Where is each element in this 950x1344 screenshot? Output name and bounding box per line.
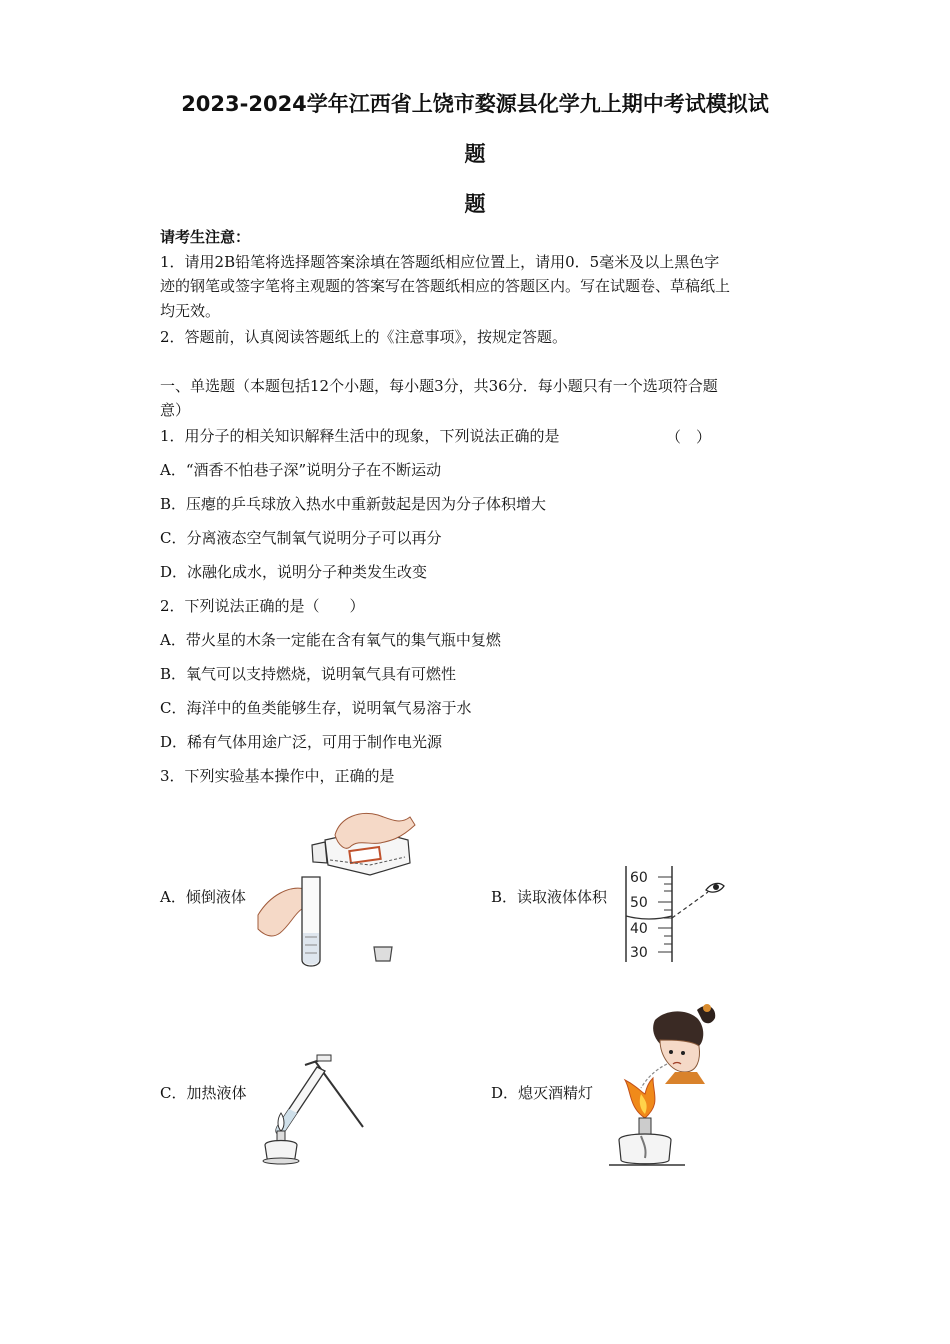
- notice-item2: 2．答题前，认真阅读答题纸上的《注意事项》，按规定答题。: [160, 328, 568, 346]
- cylinder-label-30: 30: [630, 945, 648, 961]
- cylinder-label-60: 60: [630, 870, 648, 886]
- q3-option-a: A．倾倒液体: [160, 888, 246, 906]
- pouring-liquid-figure: [250, 805, 420, 970]
- bottle-stopper-icon: [374, 947, 392, 961]
- q3-option-c: C．加热液体: [160, 1084, 247, 1102]
- exam-title-line3: 题: [464, 192, 486, 216]
- q2-option-d: D．稀有气体用途广泛，可用于制作电光源: [160, 733, 443, 751]
- section-heading-line1: 一、单选题（本题包括12个小题，每小题3分，共36分．每小题只有一个选项符合题: [160, 377, 718, 395]
- section-heading-line2: 意）: [160, 401, 191, 419]
- heating-liquid-figure: [255, 1053, 370, 1168]
- question-2-stem: 2．下列说法正确的是（ ）: [160, 597, 365, 615]
- cylinder-label-50: 50: [630, 895, 648, 911]
- exam-title-line2: 题: [464, 142, 486, 166]
- extinguish-lamp-figure: [605, 1000, 725, 1170]
- test-tube-icon: [302, 877, 320, 966]
- flame-icon: [625, 1078, 655, 1118]
- q3-option-b: B．读取液体体积: [491, 888, 608, 906]
- q2-option-c: C．海洋中的鱼类能够生存，说明氧气易溶于水: [160, 699, 472, 717]
- q1-option-a: A．“酒香不怕巷子深”说明分子在不断运动: [160, 461, 442, 479]
- exam-title-line1: 2023-2024学年江西省上饶市婺源县化学九上期中考试模拟试: [181, 92, 769, 116]
- alcohol-lamp-icon: [609, 1118, 685, 1165]
- notice-item1-line3: 均无效。: [160, 302, 221, 320]
- graduated-cylinder-figure: [620, 862, 730, 967]
- alcohol-lamp-icon: [263, 1113, 299, 1164]
- notice-heading: 请考生注意：: [160, 228, 251, 246]
- q2-option-a: A．带火星的木条一定能在含有氧气的集气瓶中复燃: [160, 631, 501, 649]
- question-1-blank: （ ）: [666, 428, 712, 446]
- q2-option-b: B．氧气可以支持燃烧，说明氧气具有可燃性: [160, 665, 457, 683]
- q1-option-c: C．分离液态空气制氧气说明分子可以再分: [160, 529, 442, 547]
- q3-option-d: D．熄灭酒精灯: [491, 1084, 594, 1102]
- question-1-stem: 1．用分子的相关知识解释生活中的现象，下列说法正确的是: [160, 427, 560, 445]
- notice-item1-line2: 迹的钢笔或签字笔将主观题的答案写在答题纸相应的答题区内。写在试题卷、草稿纸上: [160, 277, 731, 295]
- girl-face-icon: [653, 1004, 715, 1084]
- notice-item1-line1: 1．请用2B铅笔将选择题答案涂填在答题纸相应位置上，请用0．5毫米及以上黑色字: [160, 253, 720, 271]
- cylinder-label-40: 40: [630, 921, 648, 937]
- q1-option-b: B．压瘪的乒乓球放入热水中重新鼓起是因为分子体积增大: [160, 495, 547, 513]
- q1-option-d: D．冰融化成水，说明分子种类发生改变: [160, 563, 428, 581]
- question-3-stem: 3．下列实验基本操作中，正确的是: [160, 767, 395, 785]
